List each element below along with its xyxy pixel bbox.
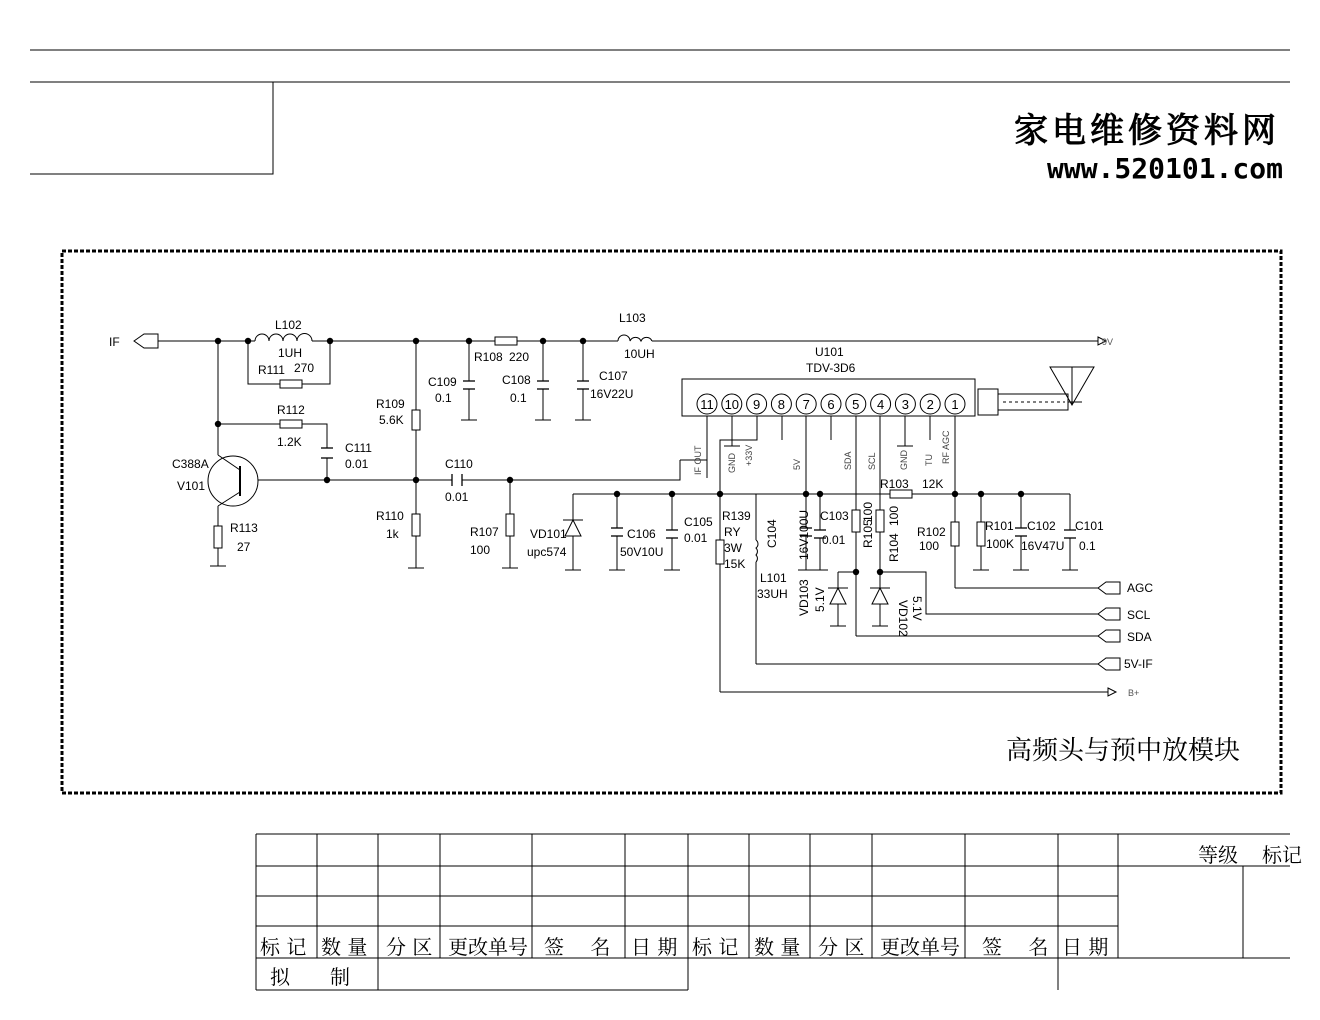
r101-ref: R101 <box>985 519 1014 533</box>
r112-resistor <box>280 420 302 428</box>
l102-ref: L102 <box>275 318 302 332</box>
vd101-val: upc574 <box>527 545 567 559</box>
c107-ref: C107 <box>599 369 628 383</box>
site-url: www.520101.com <box>1046 152 1283 185</box>
vd101-ref: VD101 <box>530 527 567 541</box>
vd101-symbol <box>565 520 581 536</box>
tb-header-8: 分 区 <box>818 935 865 959</box>
tb-header-3: 更改单号 <box>448 935 528 959</box>
r105-ref: R105 <box>861 519 875 548</box>
r102-ref: R102 <box>917 525 946 539</box>
l103-ref: L103 <box>619 311 646 325</box>
r109-ref: R109 <box>376 397 405 411</box>
r103-ref: R103 <box>880 477 909 491</box>
r113-val: 27 <box>237 540 251 554</box>
u101-val: TDV-3D6 <box>806 361 856 375</box>
r101-val: 100K <box>986 537 1015 551</box>
r109-resistor <box>412 410 420 430</box>
r139-ref: R139 <box>722 509 751 523</box>
c102-ref: C102 <box>1027 519 1056 533</box>
r107-val: 100 <box>470 543 491 557</box>
tuner-pin-number-6: 6 <box>827 397 835 412</box>
r139-val3: 15K <box>724 557 746 571</box>
c111-val: 0.01 <box>345 457 369 471</box>
r111-resistor <box>280 380 302 388</box>
r110-val: 1k <box>386 527 399 541</box>
r107-ref: R107 <box>470 525 499 539</box>
r108-ref: R108 <box>474 350 503 364</box>
c108-val: 0.1 <box>510 391 527 405</box>
tb-header-6: 标 记 <box>692 935 739 959</box>
tuner-pin-number-3: 3 <box>901 397 910 412</box>
tb-header-0: 标 记 <box>260 935 307 959</box>
r104-resistor <box>876 510 884 532</box>
r101-resistor <box>977 522 985 546</box>
if-port-symbol <box>134 334 158 348</box>
tuner-pins <box>697 394 965 414</box>
vd102-symbol <box>872 588 888 604</box>
r108-resistor <box>495 337 517 345</box>
r104-ref: R104 <box>887 533 901 562</box>
c104-ref: C104 <box>765 519 779 548</box>
vd102-val: 5.1V <box>910 596 924 621</box>
r104-val: 100 <box>887 505 901 526</box>
if-label: IF <box>109 335 120 349</box>
r139-val1: RY <box>724 525 741 539</box>
c107-val: 16V22U <box>590 387 634 401</box>
tb-header-9: 更改单号 <box>880 935 960 959</box>
r139-resistor <box>716 540 724 564</box>
title-block-text <box>260 843 1302 989</box>
c111-ref: C111 <box>345 441 372 455</box>
pin-label-scl: SCL <box>867 452 877 470</box>
u101-antenna-connector <box>978 389 998 415</box>
5v-if-output-label: 5V-IF <box>1124 657 1153 671</box>
c109-val: 0.1 <box>435 391 452 405</box>
v101-ref: V101 <box>177 479 206 493</box>
r102-resistor <box>951 522 959 546</box>
r107-resistor <box>506 514 514 536</box>
sda-output-label: SDA <box>1127 630 1152 644</box>
tuner-pin-number-11: 11 <box>700 397 714 412</box>
vd103-val: 5.1V <box>813 587 827 612</box>
c105-val: 0.01 <box>684 531 708 545</box>
tuner-pin-number-8: 8 <box>777 397 786 412</box>
r109-val: 5.6K <box>379 413 404 427</box>
tuner-pin-number-5: 5 <box>852 397 860 412</box>
tuner-pin-number-2: 2 <box>926 397 934 412</box>
c106-val: 50V10U <box>620 545 664 559</box>
r105-val: 100 <box>861 501 875 522</box>
tb-header-4: 签 名 <box>544 935 611 959</box>
tb-header-7: 数 量 <box>754 935 801 959</box>
c108-ref: C108 <box>502 373 531 387</box>
l103-inductor <box>618 335 652 341</box>
pin-label-33v: +33V <box>744 444 754 466</box>
title-block-grade: 等级 <box>1198 843 1238 867</box>
pin-label-tu: TU <box>924 454 934 466</box>
v101-type: C388A <box>172 457 209 471</box>
c110-ref: C110 <box>445 457 473 471</box>
r103-resistor <box>890 490 912 498</box>
tuner-pin-number-1: 1 <box>951 397 959 412</box>
c110-val: 0.01 <box>445 490 469 504</box>
r102-val: 100 <box>919 539 940 553</box>
tb-header-1: 数 量 <box>321 935 368 959</box>
c105-ref: C105 <box>684 515 713 529</box>
r110-resistor <box>412 514 420 536</box>
pin-label-5v: 5V <box>792 458 802 470</box>
r139-val2: 3W <box>724 541 742 555</box>
l102-inductor <box>255 334 312 342</box>
tb-header-11: 日 期 <box>1062 935 1109 959</box>
pin-label-rf-agc: RF AGC <box>941 430 951 464</box>
9v-label: 9V <box>1102 337 1114 347</box>
tb-header-5: 日 期 <box>631 935 678 959</box>
r108-val: 220 <box>509 350 530 364</box>
c101-val: 0.1 <box>1079 539 1096 553</box>
l102-val: 1UH <box>278 346 303 360</box>
pin-label-gnd2: GND <box>899 450 909 470</box>
vd103-symbol <box>830 588 846 604</box>
v101-transistor <box>208 456 258 506</box>
c106-ref: C106 <box>627 527 656 541</box>
r105-resistor <box>852 510 860 532</box>
title-block-mark: 标记 <box>1262 843 1302 867</box>
tb-drafted: 拟 制 <box>270 965 350 989</box>
r113-resistor <box>214 526 222 548</box>
module-title: 高频头与预中放模块 <box>1005 736 1240 766</box>
l101-ref: L101 <box>760 571 787 585</box>
vd103-ref: VD103 <box>797 579 811 616</box>
c103-ref: C103 <box>820 509 849 523</box>
tuner-pin-number-4: 4 <box>876 397 885 412</box>
c104-val: 16V100U <box>797 509 811 560</box>
r112-ref: R112 <box>277 403 305 417</box>
scl-output-label: SCL <box>1127 608 1151 622</box>
component-labels <box>109 311 1153 698</box>
tuner-pin-number-10: 10 <box>724 397 740 412</box>
c102-val: 16V47U <box>1021 539 1065 553</box>
pin-label-sda: SDA <box>843 451 853 470</box>
scl-port-symbol <box>1098 608 1120 620</box>
tuner-pin-number-9: 9 <box>752 397 761 412</box>
c101-ref: C101 <box>1075 519 1104 533</box>
l103-val: 10UH <box>624 347 655 361</box>
tuner-pin-number-7: 7 <box>802 397 810 412</box>
l101-inductor <box>756 540 758 562</box>
pin-label-gnd1: GND <box>727 453 737 473</box>
agc-output-label: AGC <box>1127 581 1154 595</box>
r113-ref: R113 <box>230 521 258 535</box>
vd102-ref: VD102 <box>896 600 910 637</box>
u101-ref: U101 <box>815 345 844 359</box>
sda-port-symbol <box>1098 630 1120 642</box>
5v-if-port-symbol <box>1098 658 1120 670</box>
r111-ref: R111 <box>258 363 285 377</box>
r112-val: 1.2K <box>277 435 302 449</box>
site-name: 家电维修资料网 <box>1014 111 1280 151</box>
l101-val: 33UH <box>757 587 788 601</box>
pin-label-if-out: IF OUT <box>693 445 703 475</box>
c109-ref: C109 <box>428 375 457 389</box>
c103-val: 0.01 <box>822 533 846 547</box>
r110-ref: R110 <box>376 509 404 523</box>
tb-header-10: 签 名 <box>982 935 1049 959</box>
b-plus-output-label: B+ <box>1128 688 1140 698</box>
title-block-grid <box>256 834 1290 990</box>
r103-val: 12K <box>922 477 944 491</box>
agc-port-symbol <box>1098 582 1120 594</box>
r111-val: 270 <box>294 361 315 375</box>
tb-header-2: 分 区 <box>386 935 433 959</box>
